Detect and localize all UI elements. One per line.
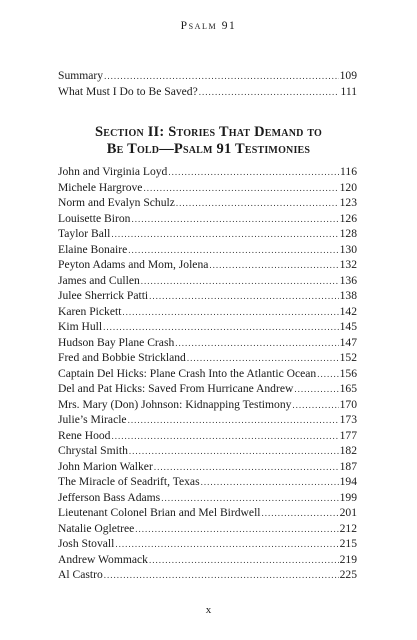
toc-entry-page: 177 (339, 428, 357, 442)
toc-entry-title: Chrystal Smith (58, 444, 128, 457)
toc-entry-title: John Marion Walker (58, 459, 153, 473)
toc-entry (58, 211, 357, 227)
toc-entry (58, 366, 357, 382)
toc-entry-page: 212 (339, 521, 357, 535)
toc-entry (58, 428, 357, 444)
toc-entry-title: Summary (58, 69, 104, 82)
toc-entry-title: Fred and Bobbie Strickland (58, 351, 186, 364)
toc-entry-page: 147 (339, 335, 357, 349)
toc-entry-page: 138 (339, 289, 357, 302)
dot-leader (104, 69, 339, 84)
toc-entry-title: Peyton Adams and Mom, Jolena (58, 258, 209, 271)
toc-entry-page: 201 (339, 506, 357, 519)
toc-entry-title: Louisette Biron (58, 211, 131, 225)
dot-leader (262, 506, 339, 521)
toc-entry-page: 145 (339, 320, 357, 333)
toc-entry-page: 165 (339, 382, 357, 395)
toc-entry-title: Taylor Ball (58, 227, 111, 240)
dot-leader (149, 289, 338, 304)
dot-leader (168, 165, 339, 180)
dot-leader (187, 351, 339, 366)
dot-leader (175, 336, 338, 351)
toc-entry-page: 194 (339, 475, 357, 488)
toc-entry (58, 335, 357, 351)
dot-leader (111, 429, 338, 444)
toc-entry-title: Rene Hood (58, 428, 111, 442)
toc-entry-page: 187 (339, 459, 357, 473)
toc-entry-page: 219 (339, 552, 357, 566)
dot-leader (143, 181, 338, 196)
dot-leader (209, 258, 338, 273)
dot-leader (149, 553, 339, 568)
toc-entry (58, 381, 357, 397)
toc-entry (58, 304, 357, 320)
toc-entry (58, 505, 357, 521)
toc-entry-title: Kim Hull (58, 320, 103, 333)
toc-entry-title: John and Virginia Loyd (58, 165, 168, 178)
dot-leader (294, 382, 338, 397)
toc-entry-title: Julee Sherrick Patti (58, 289, 149, 302)
toc-entry (58, 288, 357, 304)
toc-list-section-two (58, 164, 357, 583)
toc-entry (58, 350, 357, 366)
dot-leader (154, 460, 339, 475)
toc-entry-title: The Miracle of Seadrift, Texas (58, 475, 200, 488)
toc-entry (58, 412, 357, 428)
toc-entry-page: 116 (340, 165, 357, 178)
toc-entry-title: Mrs. Mary (Don) Johnson: Kidnapping Testimony (58, 397, 292, 411)
dot-leader (128, 413, 339, 428)
dot-leader (115, 537, 338, 552)
toc-entry-page: 109 (339, 69, 357, 82)
dot-leader (111, 227, 338, 242)
toc-entry-title: Jefferson Bass Adams (58, 490, 161, 504)
toc-entry-page: 142 (339, 304, 357, 318)
dot-leader (131, 212, 338, 227)
toc-entry-title: Julie’s Miracle (58, 413, 127, 426)
toc-entry-title: Hudson Bay Plane Crash (58, 335, 175, 349)
toc-entry (58, 180, 357, 196)
section-heading (0, 124, 417, 158)
dot-leader (129, 444, 339, 459)
dot-leader (201, 475, 339, 490)
toc-entry (58, 490, 357, 506)
toc-entry-page: 130 (339, 242, 357, 256)
toc-entry (58, 521, 357, 537)
toc-entry (58, 164, 357, 180)
toc-entry-title: Andrew Wommack (58, 552, 148, 566)
toc-entry (58, 536, 357, 552)
toc-entry-title: Elaine Bonaire (58, 242, 128, 256)
toc-entry (58, 273, 357, 289)
toc-entry (58, 459, 357, 475)
toc-entry-page: 199 (339, 490, 357, 504)
toc-entry-title: Josh Stovall (58, 537, 115, 550)
toc-entry-page: 126 (339, 211, 357, 225)
toc-entry (58, 242, 357, 258)
toc-entry (58, 552, 357, 568)
toc-entry-page: 120 (339, 180, 357, 194)
dot-leader (128, 243, 338, 258)
dot-leader (317, 367, 338, 382)
toc-entry-page: 132 (339, 258, 357, 271)
toc-entry (58, 474, 357, 490)
dot-leader (292, 398, 338, 413)
dot-leader (141, 274, 339, 289)
toc-entry-page: 128 (339, 227, 357, 240)
toc-entry-title: Natalie Ogletree (58, 521, 135, 535)
dot-leader (161, 491, 338, 506)
toc-entry-page: 173 (339, 413, 357, 426)
dot-leader (199, 85, 340, 100)
section-heading-line-2: Be Told—Psalm 91 Testimonies (106, 141, 311, 157)
dot-leader (103, 320, 338, 335)
dot-leader (135, 522, 338, 537)
toc-entry (58, 84, 357, 100)
toc-entry-title: Norm and Evalyn Schulz (58, 196, 175, 209)
toc-entry (58, 443, 357, 459)
toc-entry-title: Al Castro (58, 568, 103, 581)
toc-entry (58, 257, 357, 273)
dot-leader (104, 568, 339, 583)
toc-entry-page: 170 (339, 397, 357, 411)
toc-entry (58, 195, 357, 211)
toc-entry-title: Captain Del Hicks: Plane Crash Into the Atlantic Ocean (58, 366, 317, 380)
toc-entry-title: What Must I Do to Be Saved? (58, 84, 198, 98)
section-heading-line-1: Section II: Stories That Demand to (94, 124, 323, 140)
toc-entry (58, 397, 357, 413)
page-number: x (205, 604, 212, 616)
dot-leader (176, 196, 339, 211)
toc-entry-page: 136 (339, 273, 357, 287)
toc-entry-page: 182 (339, 444, 357, 457)
toc-entry-title: Michele Hargrove (58, 180, 143, 194)
toc-entry-page: 111 (340, 84, 357, 98)
toc-entry-page: 225 (339, 568, 357, 581)
toc-entry-title: Lieutenant Colonel Brian and Mel Birdwell (58, 506, 261, 519)
toc-list-part-one (58, 68, 357, 99)
dot-leader (122, 305, 338, 320)
toc-entry-page: 156 (339, 366, 357, 380)
toc-entry (58, 68, 357, 84)
toc-entry-page: 152 (339, 351, 357, 364)
running-head: Psalm 91 (180, 20, 237, 32)
toc-entry-title: James and Cullen (58, 273, 140, 287)
toc-entry-title: Karen Pickett (58, 304, 122, 318)
toc-entry (58, 226, 357, 242)
toc-entry (58, 319, 357, 335)
toc-entry (58, 567, 357, 583)
toc-entry-page: 123 (339, 196, 357, 209)
toc-entry-page: 215 (339, 537, 357, 550)
toc-entry-title: Del and Pat Hicks: Saved From Hurricane Andrew (58, 382, 294, 395)
